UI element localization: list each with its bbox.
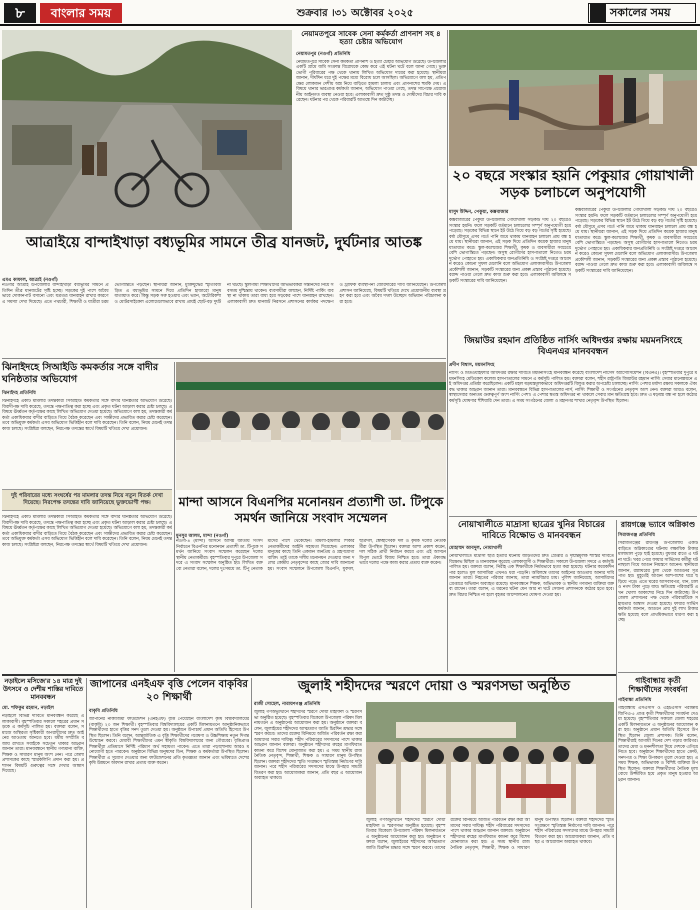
- masthead: [588, 3, 696, 23]
- body-gaibandha: গাইবান্ধায় এসএসসি ও এইচএসসি পরীক্ষায় জিপিএ-৫ প্রাপ্ত কৃতী শিক্ষার্থীদের সংবর্ধনা দেওয়া হয়েছে। বৃহস্পতিবার সকালে জেলা শহরের একটি মিলনায়তনে এ অনুষ্ঠানের আয়োজন করা হয়। অনুষ্ঠানে প্রধান অতিথি হিসেবে উপস্থিত ছিলেন জেলা প্রশাসক। তিনি বলেন, শিক্ষার্থীরাই আগামী দিনের দেশ গড়ার কারিগর। তাদের মেধা ও মননশীলতা দিয়ে দেশকে এগিয়ে নিতে হবে। অনুষ্ঠানে শিক্ষার্থীদের হাতে ক্রেস্ট, সনদপত্র ও শিক্ষা উপকরণ তুলে দেওয়া হয়। এ সময় শিক্ষক, অভিভাবক ও বিশিষ্ট ব্যক্তিরা উপস্থিত ছিলেন। বক্তারা শিক্ষার্থীদের নৈতিক মূল্যবোধে উজ্জীবিত হয়ে প্রকৃত মানুষ হওয়ার আহ্বান জানান।: [618, 706, 698, 783]
- byline-gowakhali-text: মাসুদ উদ্দিন, পেকুয়া, কক্সবাজার: [449, 210, 509, 215]
- headline-japan: জাপানের এনইএফ বৃত্তি পেলেন বাকৃবির ২০ শিক্ষার্থী: [90, 679, 248, 703]
- headline-binaidaho: ঝিনাইদহে সিআইডি কমকর্তার সঙ্গে বাদীর ঘনিষ্ঠতার অভিযোগ: [2, 362, 159, 385]
- body-japan: জাপানের নাকাজিমা ফাউন্ডেশন (এনইএফ) বৃত্তি পেয়েছেন বাংলাদেশ কৃষি বিশ্ববিদ্যালয়ের (বাকৃবি) ২০ জন শিক্ষার্থী। বৃহস্পতিবার বিশ্ববিদ্যালয়ের একটি মিলনায়তনে আনুষ্ঠানিকভাবে শিক্ষার্থীদের হাতে বৃত্তির সনদ তুলে দেওয়া হয়। অনুষ্ঠানে উপাচার্য প্রধান অতিথি হিসেবে উপস্থিত ছিলেন। তিনি বলেন, আন্তর্জাতিক এ বৃত্তি শিক্ষার্থীদের গবেষণা ও উচ্চশিক্ষায় নতুন দিগন্ত উন্মোচন করবে। মেধাবী শিক্ষার্থীদের এমন স্বীকৃতি বিশ্ববিদ্যালয়ের জন্য গৌরবের। বৃত্তিপ্রাপ্ত শিক্ষার্থীরা প্রতিমাসে নির্দিষ্ট পরিমাণ অর্থ সহায়তা পাবেন। এতে তারা পড়াশোনায় আরও মনোযোগী হতে পারবেন। অনুষ্ঠানে বিভিন্ন অনুষদের ডিন, শিক্ষক ও কর্মকর্তারা উপস্থিত ছিলেন। শিক্ষার্থীরা এ সুযোগ দেওয়ার জন্য ফাউন্ডেশনের প্রতি কৃতজ্ঞতা জানান এবং ভবিষ্যতে দেশের কৃষি উন্নয়নে অবদান রাখার প্রত্যয় ব্যক্ত করেন।: [89, 717, 249, 766]
- press-conference-illustration: [176, 362, 446, 490]
- newspaper-logo-icon: [590, 4, 606, 22]
- article-atrai: [2, 234, 446, 356]
- headline-madrasa: নোয়াখালীতে মাদ্রাসা ছাত্রের খুনির বিচারের দাবিতে বিক্ষোভ ও মানববন্ধন: [458, 520, 605, 541]
- masthead-title: সকালের সময়: [610, 5, 671, 19]
- divider-bottom-row: [2, 674, 616, 676]
- divider-japan: [251, 678, 252, 908]
- page-number: ৮: [15, 4, 25, 22]
- divider-atrai: [2, 358, 446, 359]
- article-neyamatpur: [296, 30, 446, 230]
- article-manda: [176, 494, 446, 672]
- byline-madrasa: মোহাম্মদ আবদুল, নোয়াখালী: [449, 546, 503, 551]
- article-japan: [89, 678, 249, 908]
- article-narail: [2, 678, 84, 908]
- headline-raigonj: রায়গঞ্জে ভ্যাবে অগ্নিকাণ্ড: [620, 520, 696, 529]
- headline-july: জুলাই শহীদদের স্মরণে দোয়া ও স্মরণসভা অনুষ্ঠিত: [297, 678, 571, 694]
- section-title: বাংলার সময়: [50, 6, 112, 20]
- divider-raigonj: [618, 672, 698, 673]
- body-neyamatpur: নেয়ামতপুরে সাবেক সেনা কর্মকর্তা প্রাণনাশ ও হত্যা চেষ্টার অভিযোগ উঠেছে। উপজেলার একটি গ্রামে জমি সংক্রান্ত বিরোধকে কেন্দ্র করে এই ঘটনা ঘটে বলে জানা গেছে। ভুক্তভোগী পরিবারের পক্ষ থেকে থানায় লিখিত অভিযোগ দায়ের করা হয়েছে। স্থানীয়রা জানান, দীর্ঘদিন ধরে দুই পক্ষের মধ্যে বিরোধ চলে আসছিল। অভিযোগে বলা হয়, প্রতিপক্ষের লোকজন দেশীয় অস্ত্র নিয়ে বাড়িতে হামলা চালায় এবং প্রাণনাশের হুমকি দেয়। এ বিষয়ে থানার ভারপ্রাপ্ত কর্মকর্তা জানান, অভিযোগ পাওয়া গেছে, তদন্ত সাপেক্ষে প্রয়োজনীয় আইনগত ব্যবস্থা নেওয়া হবে। এলাকাবাসী দ্রুত সুষ্ঠু তদন্ত ও দোষীদের বিচার দাবি করেছেন। ঘটনার পর থেকে পরিবারটি আতঙ্কে দিন কাটাচ্ছে।: [296, 59, 446, 104]
- byline-narail: মো. শফিকুর রহমান, নড়াইল: [2, 706, 54, 711]
- press-conference-photo: [176, 362, 446, 490]
- body-atrai: নওগাঁর আত্রাই উপজেলার বান্দাইখাড়া বধ্যভূমির সামনে প্রতিদিন তীব্র যানজটের সৃষ্টি হচ্ছে। সড়কের দুই পাশে অবৈধভাবে দোকানপাট বসানো এবং যত্রতত্র যানবাহন রাখার কারণে এ সমস্যা দেখা দিয়েছে। এতে পথচারী, শিক্ষার্থী ও যাত্রীরা চরম ভোগান্তিতে পড়ছেন। স্থানীয়রা জানান, মুক্তিযুদ্ধের স্মৃতিবিজড়িত এ বধ্যভূমির সামনে দিয়ে প্রতিদিন হাজারো মানুষ যাতায়াত করে। কিন্তু সড়ক সরু হওয়ায় এবং ভ্যান, অটোরিকশা ও মোটরসাইকেল এলোমেলোভাবে রাখায় প্রায়ই ছোট-বড় দুর্ঘটনা ঘটছে। স্কুলগামী শিক্ষার্থীদের অভিভাবকরা সন্তানদের নিয়ে সবসময় দুশ্চিন্তায় থাকেন। ব্যবসায়ীরা বলছেন, নির্দিষ্ট পার্কিং ব্যবস্থা না থাকায় তারা বাধ্য হয়ে সড়কের পাশে যানবাহন রাখছেন। এলাকাবাসী দ্রুত যানজট নিরসনে প্রশাসনের কার্যকর পদক্ষেপ ও ট্রাফিক ব্যবস্থাপনা জোরদারের দাবি জানিয়েছেন। উপজেলা প্রশাসন জানিয়েছে, বিষয়টি খতিয়ে দেখে প্রয়োজনীয় ব্যবস্থা গ্রহণ করা হবে এবং অবৈধ দখল উচ্ছেদে অভিযান পরিচালনা করা হবে।: [2, 283, 446, 305]
- headline-gaibandha: গাইবান্ধায় কৃতী শিক্ষার্থীদের সংবর্ধনা: [628, 676, 688, 694]
- headline-atrai: আত্রাইয়ে বান্দাইখাড়া বধ্যভূমির সামনে তীব্র যানজট, দুর্ঘটনার আতঙ্ক: [26, 235, 422, 251]
- body-manda: নওগাঁ-৪ (মান্দা) আসনে আসন্ন জাতীয় সংসদ নির্বাচনে বিএনপির মনোনয়ন প্রত্যাশী ডা. টিপুকে সমর্থন জানিয়ে সংবাদ সম্মেলন করেছেন দলের স্থানীয় নেতাকর্মীরা। বৃহস্পতিবার দুপুরে উপজেলা সদরে এ সংবাদ সম্মেলন অনুষ্ঠিত হয়। লিখিত বক্তব্যে নেতারা বলেন, দলের দুঃসময়ে ডা. টিপু নেতাকর্মীদের পাশে থেকেছেন। মামলা-হামলার শিকার নেতাকর্মীদের আইনি সহায়তা দিয়েছেন। এলাকার মানুষের কাছে তিনি একজন জনপ্রিয় ও গ্রহণযোগ্য ব্যক্তি। তাই তাকে দলীয় মনোনয়ন দেওয়ার জন্য দলের কেন্দ্রীয় নেতৃবৃন্দের কাছে জোর দাবি জানানো হয়। সংবাদ সম্মেলনে উপজেলা বিএনপি, যুবদল, ছাত্রদল, স্বেচ্ছাসেবক দল ও কৃষক দলের নেতাকর্মীরা উপস্থিত ছিলেন। বক্তারা আশা প্রকাশ করেন, দল সঠিক প্রার্থী নির্বাচন করবে এবং এই আসনে বিপুল ভোটে বিজয় নিশ্চিত হবে। তারা ঐক্যবদ্ধভাবে দলের পক্ষে কাজ করার প্রত্যয় ব্যক্ত করেন।: [176, 539, 446, 572]
- pullout-box: [2, 489, 172, 511]
- headline-neyamatpur: নেয়ামতপুরে সাবেক সেনা কর্মকর্তা প্রাণনাশ সহ ৪ হত্যা চেষ্টার অভিযোগ: [301, 29, 441, 47]
- byline-manda: মুনসুর আলম, মান্দা (নওগাঁ): [176, 534, 229, 539]
- divider-right-column: [616, 520, 617, 908]
- damaged-road-illustration: [449, 30, 697, 166]
- byline-japan: বাকৃবি প্রতিনিধি: [89, 709, 118, 714]
- divider-narail: [86, 678, 87, 908]
- body-narail: নড়াইলে বিভিন্ন দাবিতে মানববন্ধন করেছে এলাকাবাসী। বৃহস্পতিবার সকালে শহরের প্রধান সড়কে এ কর্মসূচি পালিত হয়। বক্তারা বলেন, সমাজে অস্থিরতা সৃষ্টিকারী অপরাধীদের দ্রুত আইনের আওতায় আনতে হবে। ধর্মীয় সম্প্রীতি বজায় রাখতে সবাইকে সচেতন থাকার আহ্বান জানান তারা। মানববন্ধনে স্থানীয় গণ্যমান্য ব্যক্তি, শিক্ষক ও সাধারণ মানুষ অংশ নেন। পরে জেলা প্রশাসকের কাছে স্মারকলিপি প্রদান করা হয়। প্রশাসন বিষয়টি গুরুত্বের সঙ্গে দেখার আশ্বাস দিয়েছে।: [2, 714, 84, 774]
- body-july-col1: জুলাই গণঅভ্যুত্থানে শহীদদের স্মরণে দোয়া মাহফিল ও স্মরণসভা অনুষ্ঠিত হয়েছে। বৃহস্পতিবার বিকেলে উপজেলা পরিষদ মিলনায়তনে এ অনুষ্ঠানের আয়োজন করা হয়। অনুষ্ঠানে বক্তারা বলেন, জুলাইয়ের শহীদদের আত্মত্যাগ জাতি চিরদিন শ্রদ্ধার সঙ্গে স্মরণ করবে। তাদের রক্তের বিনিময়ে অর্জিত পরিবর্তন রক্ষা করা আমাদের সবার দায়িত্ব। শহীদ পরিবারের সদস্যদের পাশে থাকার আহ্বান জানান বক্তারা। অনুষ্ঠানে শহীদদের রুহের মাগফিরাত কামনা করে বিশেষ মোনাজাত করা হয়। এ সময় স্থানীয় রাজনৈতিক নেতৃবৃন্দ, শিক্ষার্থী, শিক্ষক ও সাধারণ মানুষ উপস্থিত ছিলেন। বক্তারা শহীদদের স্মৃতি সংরক্ষণে স্মৃতিস্তম্ভ নির্মাণের দাবি জানান। পরে শহীদ পরিবারের সদস্যদের মাঝে উপহার সামগ্রী বিতরণ করা হয়। আয়োজকরা জানান, প্রতি বছর এ আয়োজন অব্যাহত থাকবে।: [254, 710, 362, 781]
- headline-manda: মান্দা আসনে বিএনপির মনোনয়ন প্রত্যাশী ডা. টিপুকে সমর্থন জানিয়ে সংবাদ সম্মেলন: [178, 494, 444, 525]
- road-photo-pekua: [449, 30, 697, 166]
- byline-neyamatpur: নেয়ামতপুর (নওগাঁ) প্রতিনিধি: [296, 51, 351, 57]
- article-binaidaho: [2, 362, 172, 672]
- pullout-text: দুই পরিবারের মধ্যে সংঘর্ষের পর মামলার তদন্ত নিয়ে নতুন বিতর্ক দেখা দিয়েছে। নিরপেক্ষ তদন্তের দাবি জানিয়েছে ভুক্তভোগী পক্ষ।: [11, 493, 163, 506]
- byline-atrai: এমএ কাফাল, আত্রাই (নওগাঁ): [2, 278, 58, 283]
- byline-nursing: প্রদীপ বিশ্বাস, ময়মনসিংহ: [449, 363, 495, 368]
- byline-raigonj: সিরাজগঞ্জ প্রতিনিধি: [618, 533, 655, 538]
- headline-gowakhali: ২০ বছরে সংস্কার হয়নি পেকুয়ার গোয়াখালী সড়ক চলাচলে অনুপযোগী: [452, 168, 694, 201]
- article-july: [254, 678, 614, 908]
- body-binaidaho-top: ঝিনাইদহে একটি মামলার তদন্তকারী সিআইডি কর্মকর্তার সঙ্গে বাদীর ঘনিষ্ঠতার অভিযোগ উঠেছে। বিবাদীপক্ষ দাবি করেছে, তদন্তে পক্ষপাতিত্ব করা হচ্ছে এবং প্রকৃত ঘটনা আড়াল করার চেষ্টা চলছে। এ বিষয়ে ঊর্ধ্বতন কর্তৃপক্ষের কাছে লিখিত অভিযোগ দেওয়া হয়েছে। অভিযোগে বলা হয়, তদন্তকারী কর্মকর্তা একাধিকবার বাদীর বাড়িতে গিয়ে বৈঠক করেছেন এবং সাক্ষীদের প্রভাবিত করার চেষ্টা করেছেন। তবে অভিযুক্ত কর্মকর্তা এসব অভিযোগ ভিত্তিহীন বলে দাবি করেছেন। তিনি বলেন, নিয়ম মেনেই তদন্ত কাজ চলছে। সংশ্লিষ্টরা বলছেন, নিরপেক্ষ তদন্তের স্বার্থে বিষয়টি খতিয়ে দেখা প্রয়োজন।: [2, 399, 172, 432]
- page-number-box: [4, 3, 36, 23]
- memorial-photo: [366, 702, 614, 814]
- divider-nursing: [449, 516, 697, 517]
- byline-gaibandha: গাইবান্ধা প্রতিনিধি: [618, 698, 652, 703]
- body-gowakhali-col2: কক্সবাজারের পেকুয়া উপজেলার গোয়াখালী সড়কটি দীর্ঘ ২০ বছরেও সংস্কার হয়নি। ফলে সড়কটি বর্তমানে চলাচলের সম্পূর্ণ অনুপযোগী হয়ে পড়েছে। সড়কের বিভিন্ন স্থানে ইট উঠে গিয়ে বড় বড় গর্তের সৃষ্টি হয়েছে। বর্ষা মৌসুমে এসব গর্তে পানি জমে থাকায় যানবাহন চলাচল প্রায় বন্ধ হয়ে যায়। স্থানীয়রা জানান, এই সড়ক দিয়ে প্রতিদিন কয়েক হাজার মানুষ যাতায়াত করে। স্কুল-কলেজের শিক্ষার্থী, কৃষক ও ব্যবসায়ীরা সবচেয়ে বেশি ভোগান্তিতে পড়ছেন। অসুস্থ রোগীদের হাসপাতালে নিতেও চরম দুর্ভোগ পোহাতে হয়। একাধিকবার জনপ্রতিনিধি ও সংশ্লিষ্ট দপ্তরে আবেদন করেও কোনো সুফল মেলেনি বলে অভিযোগ এলাকাবাসীর। উপজেলা প্রকৌশলী জানান, সড়কটি সংস্কারের জন্য প্রকল্প প্রস্তাব পাঠানো হয়েছে। বরাদ্দ পাওয়া গেলে দ্রুত কাজ শুরু করা হবে। এলাকাবাসী অবিলম্বে সড়কটি সংস্কারের দাবি জানিয়েছেন।: [575, 208, 697, 274]
- body-july-col2: জুলাই গণঅভ্যুত্থানে শহীদদের স্মরণে দোয়া মাহফিল ও স্মরণসভা অনুষ্ঠিত হয়েছে। বৃহস্পতিবার বিকেলে উপজেলা পরিষদ মিলনায়তনে এ অনুষ্ঠানের আয়োজন করা হয়। অনুষ্ঠানে বক্তারা বলেন, জুলাইয়ের শহীদদের আত্মত্যাগ জাতি চিরদিন শ্রদ্ধার সঙ্গে স্মরণ করবে। তাদের রক্তের বিনিময়ে অর্জিত পরিবর্তন রক্ষা করা আমাদের সবার দায়িত্ব। শহীদ পরিবারের সদস্যদের পাশে থাকার আহ্বান জানান বক্তারা। অনুষ্ঠানে শহীদদের রুহের মাগফিরাত কামনা করে বিশেষ মোনাজাত করা হয়। এ সময় স্থানীয় রাজনৈতিক নেতৃবৃন্দ, শিক্ষার্থী, শিক্ষক ও সাধারণ মানুষ উপস্থিত ছিলেন। বক্তারা শহীদদের স্মৃতি সংরক্ষণে স্মৃতিস্তম্ভ নির্মাণের দাবি জানান। পরে শহীদ পরিবারের সদস্যদের মাঝে উপহার সামগ্রী বিতরণ করা হয়। আয়োজকরা জানান, প্রতি বছর এ আয়োজন অব্যাহত থাকবে।: [366, 818, 614, 851]
- memorial-meeting-illustration: [366, 702, 614, 814]
- body-binaidaho-bottom: ঝিনাইদহে একটি মামলার তদন্তকারী সিআইডি কর্মকর্তার সঙ্গে বাদীর ঘনিষ্ঠতার অভিযোগ উঠেছে। বিবাদীপক্ষ দাবি করেছে, তদন্তে পক্ষপাতিত্ব করা হচ্ছে এবং প্রকৃত ঘটনা আড়াল করার চেষ্টা চলছে। এ বিষয়ে ঊর্ধ্বতন কর্তৃপক্ষের কাছে লিখিত অভিযোগ দেওয়া হয়েছে। অভিযোগে বলা হয়, তদন্তকারী কর্মকর্তা একাধিকবার বাদীর বাড়িতে গিয়ে বৈঠক করেছেন এবং সাক্ষীদের প্রভাবিত করার চেষ্টা করেছেন। তবে অভিযুক্ত কর্মকর্তা এসব অভিযোগ ভিত্তিহীন বলে দাবি করেছেন। তিনি বলেন, নিয়ম মেনেই তদন্ত কাজ চলছে। সংশ্লিষ্টরা বলছেন, নিরপেক্ষ তদন্তের স্বার্থে বিষয়টি খতিয়ে দেখা প্রয়োজন।: [2, 515, 172, 548]
- article-nursing: [449, 336, 697, 514]
- article-gaibandha: [618, 676, 698, 906]
- byline-binaidaho: ঝিনাইদহ প্রতিনিধি: [2, 391, 36, 396]
- page-date: শুক্রবার ।৩১ অক্টোবর ২০২৫: [296, 8, 414, 19]
- page-header: [0, 0, 700, 26]
- july-text-column: [254, 700, 362, 906]
- body-nursing: নার্সিং ও মিডওয়াইফারি অধিদপ্তর রক্ষার দাবিতে ময়মনসিংহে মানববন্ধন করেছে বাংলাদেশ নার্সেস অ্যাসোসিয়েশন (বিএনএ)। বৃহস্পতিবার দুপুরে ময়মনসিংহ মেডিকেল কলেজ হাসপাতালের সামনে এ কর্মসূচি পালিত হয়। বক্তারা বলেন, শহীদ রাষ্ট্রপতি জিয়াউর রহমান নার্সিং সেবার মানোন্নয়নে এই অধিদপ্তর প্রতিষ্ঠা করেছিলেন। একটি মহল ষড়যন্ত্রমূলকভাবে অধিদপ্তরটি বিলুপ্ত করার অপচেষ্টা চালাচ্ছে। নার্সিং পেশার মর্যাদা রক্ষায় সকলকে ঐক্যবদ্ধ থাকার আহ্বান জানান তারা। মানববন্ধনে বিভিন্ন হাসপাতালের নার্স, নার্সিং শিক্ষার্থী ও সংগঠনের নেতৃবৃন্দ অংশ নেন। বক্তারা আরও বলেন, স্বাস্থ্যসেবার অন্যতম গুরুত্বপূর্ণ অংশ নার্সিং পেশা। এ পেশার স্বতন্ত্র অধিদপ্তর না থাকলে সেবার মান ক্ষতিগ্রস্ত হবে। দ্রুত এ ষড়যন্ত্র বন্ধ না হলে কঠোর কর্মসূচি ঘোষণার হুঁশিয়ারি দেন তারা। এ সময় সংগঠনের জেলা ও মহানগর শাখার নেতৃবৃন্দ উপস্থিত ছিলেন।: [449, 371, 697, 404]
- byline-gowakhali: [449, 208, 571, 334]
- body-gowakhali-col1: কক্সবাজারের পেকুয়া উপজেলার গোয়াখালী সড়কটি দীর্ঘ ২০ বছরেও সংস্কার হয়নি। ফলে সড়কটি বর্তমানে চলাচলের সম্পূর্ণ অনুপযোগী হয়ে পড়েছে। সড়কের বিভিন্ন স্থানে ইট উঠে গিয়ে বড় বড় গর্তের সৃষ্টি হয়েছে। বর্ষা মৌসুমে এসব গর্তে পানি জমে থাকায় যানবাহন চলাচল প্রায় বন্ধ হয়ে যায়। স্থানীয়রা জানান, এই সড়ক দিয়ে প্রতিদিন কয়েক হাজার মানুষ যাতায়াত করে। স্কুল-কলেজের শিক্ষার্থী, কৃষক ও ব্যবসায়ীরা সবচেয়ে বেশি ভোগান্তিতে পড়ছেন। অসুস্থ রোগীদের হাসপাতালে নিতেও চরম দুর্ভোগ পোহাতে হয়। একাধিকবার জনপ্রতিনিধি ও সংশ্লিষ্ট দপ্তরে আবেদন করেও কোনো সুফল মেলেনি বলে অভিযোগ এলাকাবাসীর। উপজেলা প্রকৌশলী জানান, সড়কটি সংস্কারের জন্য প্রকল্প প্রস্তাব পাঠানো হয়েছে। বরাদ্দ পাওয়া গেলে দ্রুত কাজ শুরু করা হবে। এলাকাবাসী অবিলম্বে সড়কটি সংস্কারের দাবি জানিয়েছেন।: [449, 218, 571, 284]
- body-raigonj: সিরাজগঞ্জের রায়গঞ্জ উপজেলায় একটি বাড়িতে অগ্নিকাণ্ডের ঘটনায় লক্ষাধিক টাকার মালামাল পুড়ে ছাই হয়েছে। বুধবার রাতে এ ঘটনা ঘটে। খবর পেয়ে ফায়ার সার্ভিসের কর্মীরা ঘটনাস্থলে গিয়ে আগুন নিয়ন্ত্রণে আনেন। স্থানীয়রা জানান, রান্নাঘরের চুলা থেকে আগুনের সূত্রপাত হয়। মুহূর্তেই আগুন আশপাশের ঘরে ছড়িয়ে পড়ে। এতে ঘরের আসবাবপত্র, ধান, চাল ও নগদ টাকা পুড়ে যায়। ক্ষতিগ্রস্ত পরিবারটি এখন খোলা আকাশের নিচে দিন কাটাচ্ছে। উপজেলা প্রশাসনের পক্ষ থেকে পরিবারটিকে সহায়তার আশ্বাস দেওয়া হয়েছে। ফায়ার সার্ভিস কর্মকর্তা জানান, আগুনে প্রায় দুই লাখ টাকার ক্ষতি হয়েছে বলে প্রাথমিকভাবে ধারণা করা হচ্ছে।: [618, 541, 698, 623]
- headline-narail: নড়াইলে মসিজে'র ১৪ মাত্র দুই উৎসবে ও দেশীয় শাস্তির দাবিতে মানববন্ধন: [2, 678, 83, 701]
- byline-july: রাজী সোহেল, নারায়ণগঞ্জ প্রতিনিধি: [254, 702, 321, 707]
- road-scene-illustration: [2, 30, 292, 230]
- headline-nursing: জিয়াউর রহমান প্রতিষ্ঠিত নার্সিং অধিদপ্তর রক্ষায় ময়মনসিংহে বিএনএর মানববন্ধন: [464, 336, 682, 357]
- road-photo-atrai: [2, 30, 292, 230]
- section-title-box: [40, 3, 122, 23]
- article-madrasa: [449, 520, 614, 670]
- divider-vertical-left: [174, 362, 175, 672]
- article-raigonj: [618, 520, 698, 670]
- body-madrasa: নোয়াখালীতে মাদ্রাসা ছাত্র হত্যার ঘটনায় জড়িতদের দ্রুত গ্রেপ্তার ও দৃষ্টান্তমূলক শাস্তির দাবিতে বিক্ষোভ মিছিল ও মানববন্ধন করেছে এলাকাবাসী ও শিক্ষার্থীরা। সকালে উপজেলা সদরে এ কর্মসূচি পালিত হয়। বক্তারা বলেন, নিরীহ এক শিক্ষার্থীকে নির্মমভাবে হত্যা করা হয়েছে। ঘটনার কয়েকদিন পার হলেও মূল আসামিরা এখনও ধরা পড়েনি। অবিলম্বে তাদের আইনের আওতায় আনার দাবি জানান তারা। নিহতের পরিবার জানায়, তারা ন্যায়বিচার চায়। পুলিশ জানিয়েছে, আসামিদের গ্রেপ্তারে অভিযান অব্যাহত রয়েছে। মানববন্ধনে শিক্ষক, অভিভাবক ও স্থানীয় গণমান্য ব্যক্তিরা বক্তব্য রাখেন। তারা বলেন, এ ধরনের ঘটনা যেন আর না ঘটে সেজন্য প্রশাসনকে কঠোর হতে হবে। দ্রুত বিচার নিশ্চিত না হলে বৃহত্তর আন্দোলনের ঘোষণা দেওয়া হয়।: [449, 554, 614, 598]
- divider-vertical-right: [447, 30, 448, 672]
